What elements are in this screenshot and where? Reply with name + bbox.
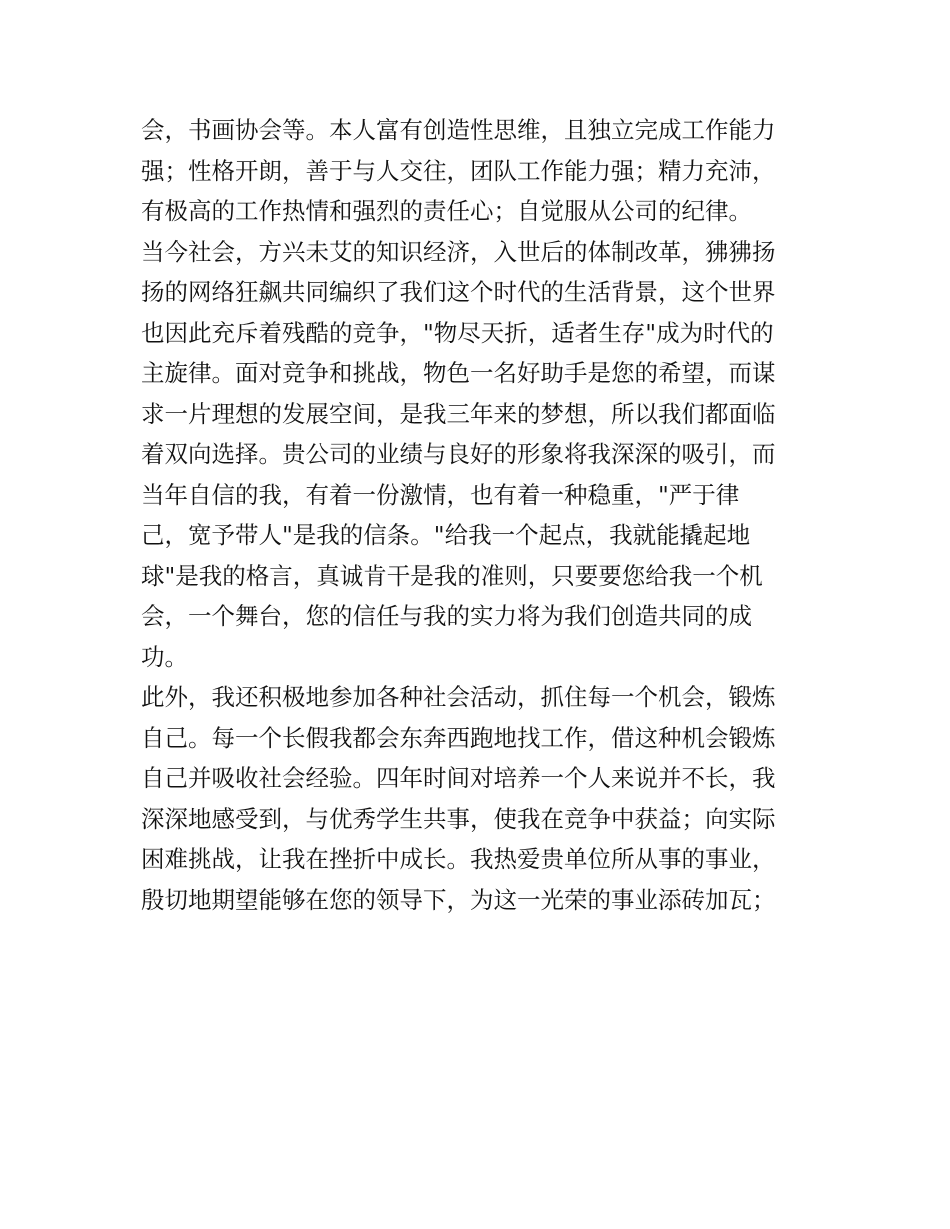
text-line: 自己。每一个长假我都会东奔西跑地找工作，借这种机会锻炼	[141, 723, 776, 752]
text-line: 困难挑战，让我在挫折中成长。我热爱贵单位所从事的事业，	[141, 845, 776, 873]
body-text	[141, 110, 821, 920]
text-line: 着双向选择。贵公司的业绩与良好的形象将我深深的吸引，而	[141, 440, 776, 468]
text-line: 会，书画协会等。本人富有创造性思维，且独立完成工作能力	[141, 116, 776, 144]
text-line: 深深地感受到，与优秀学生共事，使我在竞争中获益；向实际	[141, 804, 776, 833]
text-line: 也因此充斥着残酷的竞争，"物尽天折，适者生存"成为时代的	[141, 318, 774, 347]
text-line: 己，宽予带人"是我的信条。"给我一个起点，我就能撬起地	[141, 521, 751, 549]
text-line: 殷切地期望能够在您的领导下，为这一光荣的事业添砖加瓦；	[141, 885, 776, 914]
text-line: 当今社会，方兴未艾的知识经济，入世后的体制改革，狒狒扬	[141, 237, 776, 266]
text-line: 主旋律。面对竞争和挑战，物色一名好助手是您的希望，而谋	[141, 359, 776, 387]
text-line: 功。	[141, 642, 188, 671]
text-line: 自己并吸收社会经验。四年时间对培养一个人来说并不长，我	[141, 764, 776, 792]
text-line: 有极高的工作热情和强烈的责任心；自觉服从公司的纪律。	[141, 197, 752, 225]
text-line: 当年自信的我，有着一份激情，也有着一种稳重，"严于律	[141, 480, 740, 509]
text-line: 此外，我还积极地参加各种社会活动，抓住每一个机会，锻炼	[141, 683, 776, 711]
text-line: 强；性格开朗，善于与人交往，团队工作能力强；精力充沛，	[141, 156, 776, 185]
text-line: 求一片理想的发展空间，是我三年来的梦想，所以我们都面临	[141, 399, 776, 428]
text-line: 会，一个舞台，您的信任与我的实力将为我们创造共同的成	[141, 602, 752, 630]
text-line: 扬的网络狂飙共同编织了我们这个时代的生活背景，这个世界	[141, 278, 776, 306]
text-line: 球"是我的格言，真诚肯干是我的准则，只要要您给我一个机	[141, 561, 763, 590]
